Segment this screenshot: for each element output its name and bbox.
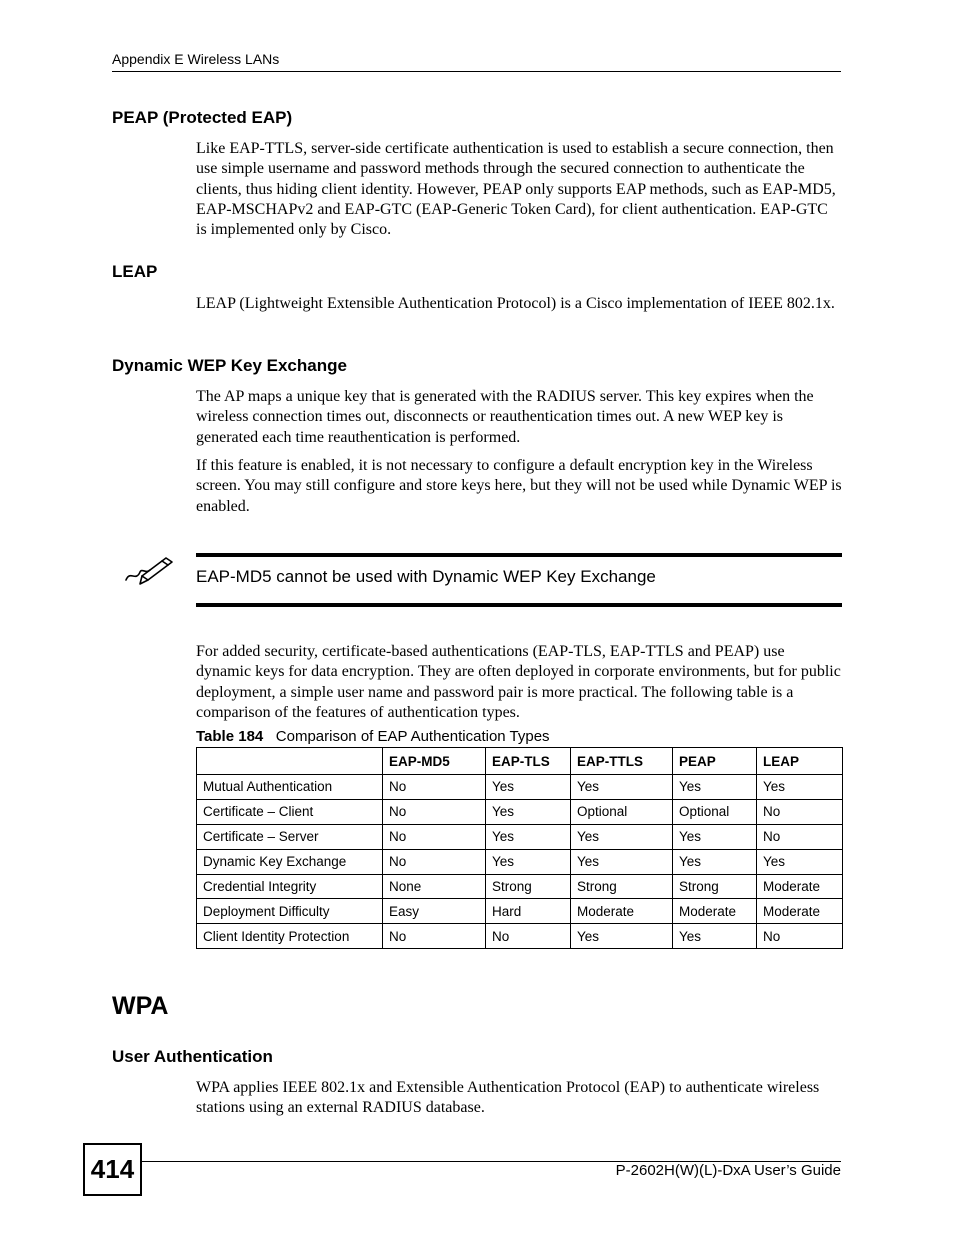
table-cell: No [757,824,843,849]
table-row [197,824,843,849]
table-cell: Strong [486,874,571,899]
peap-paragraph: Like EAP-TTLS, server-side certificate authentication is used to establish a secure connection, then use simple username and password methods through the secured connection to authenticate the clients, thus hiding client identity. However, PEAP only supports EAP methods, such as EAP-MD5, EAP-MSCHAPv2 and EAP-GTC (EAP-Generic Token Card), for client authentication. EAP-GTC is implemented only by Cisco. [196,140,836,239]
table-header-cell: EAP-TTLS [571,748,673,775]
table-cell: Yes [486,824,571,849]
table-cell: Hard [486,899,571,924]
header-rule [112,71,841,72]
table-cell: Moderate [673,899,757,924]
peap-heading: PEAP (Protected EAP) [112,108,293,127]
table-cell: Strong [673,874,757,899]
table-cell: None [383,874,486,899]
note-top-rule [196,553,842,557]
table-cell: Optional [673,799,757,824]
table-cell: Easy [383,899,486,924]
table-header-cell [197,748,383,775]
page-number: 414 [83,1143,142,1196]
table-cell: Yes [757,849,843,874]
table-header-cell: LEAP [757,748,843,775]
table-cell: No [383,799,486,824]
table-cell: Credential Integrity [197,874,383,899]
table-caption [196,728,550,745]
table-cell: Certificate – Client [197,799,383,824]
table-cell: Deployment Difficulty [197,899,383,924]
table-row [197,899,843,924]
table-cell: Yes [673,775,757,800]
table-row [197,849,843,874]
table-header-cell: EAP-TLS [486,748,571,775]
table-row [197,799,843,824]
table-row [197,924,843,949]
wpa-paragraph: WPA applies IEEE 802.1x and Extensible Authentication Protocol (EAP) to authenticate wireless stations using an external RADIUS database. [196,1079,820,1117]
table-header-cell: PEAP [673,748,757,775]
table-cell: Dynamic Key Exchange [197,849,383,874]
table-cell: No [757,924,843,949]
running-header: Appendix E Wireless LANs [112,51,280,67]
dynamic-wep-heading: Dynamic WEP Key Exchange [112,356,347,375]
eap-comparison-table [196,747,843,949]
table-cell: Certificate – Server [197,824,383,849]
note-pencil-icon [122,552,176,588]
table-cell: Yes [486,775,571,800]
note-text: EAP-MD5 cannot be used with Dynamic WEP Key Exchange [196,567,656,586]
table-cell: No [383,924,486,949]
table-cell: No [383,824,486,849]
leap-heading: LEAP [112,262,158,281]
table-cell: Moderate [571,899,673,924]
user-authentication-heading: User Authentication [112,1047,273,1066]
table-cell: Moderate [757,899,843,924]
table-cell: Strong [571,874,673,899]
table-cell: Yes [673,849,757,874]
table-cell: No [383,849,486,874]
wpa-heading: WPA [112,992,169,1020]
table-cell: Yes [757,775,843,800]
table-row [197,874,843,899]
table-cell: Yes [673,824,757,849]
leap-paragraph: LEAP (Lightweight Extensible Authentication Protocol) is a Cisco implementation of IEEE 802.1x. [196,295,835,312]
table-caption-title: Comparison of EAP Authentication Types [275,728,550,745]
table-cell: Optional [571,799,673,824]
table-cell: Yes [486,849,571,874]
table-header-row [197,748,843,775]
table-cell: Yes [486,799,571,824]
table-cell: Yes [571,924,673,949]
table-cell: No [757,799,843,824]
dynamic-wep-paragraph-2: If this feature is enabled, it is not necessary to configure a default encryption key in the Wireless screen. You may still configure and store keys here, but they will not be used while Dynamic WEP is enabled. [196,457,842,515]
dynamic-wep-paragraph-1: The AP maps a unique key that is generated with the RADIUS server. This key expires when the wireless connection times out, disconnects or reauthentication times out. A new WEP key is generated each time reauthentication is performed. [196,388,814,446]
table-cell: No [486,924,571,949]
table-cell: Moderate [757,874,843,899]
footer-guide-title: P-2602H(W)(L)-DxA User’s Guide [615,1162,841,1179]
table-header-cell: EAP-MD5 [383,748,486,775]
table-cell: Yes [571,849,673,874]
table-row [197,775,843,800]
table-cell: Client Identity Protection [197,924,383,949]
note-bottom-rule [196,603,842,607]
table-caption-label: Table 184 [196,728,264,745]
table-cell: Yes [571,775,673,800]
table-cell: No [383,775,486,800]
security-paragraph: For added security, certificate-based authentications (EAP-TLS, EAP-TTLS and PEAP) use dynamic keys for data encryption. They are often deployed in corporate environments, but for public deployment, a simple user name and password pair is more practical. The following table is a comparison of the features of authentication types. [196,643,841,721]
table-cell: Yes [571,824,673,849]
table-cell: Yes [673,924,757,949]
table-cell: Mutual Authentication [197,775,383,800]
